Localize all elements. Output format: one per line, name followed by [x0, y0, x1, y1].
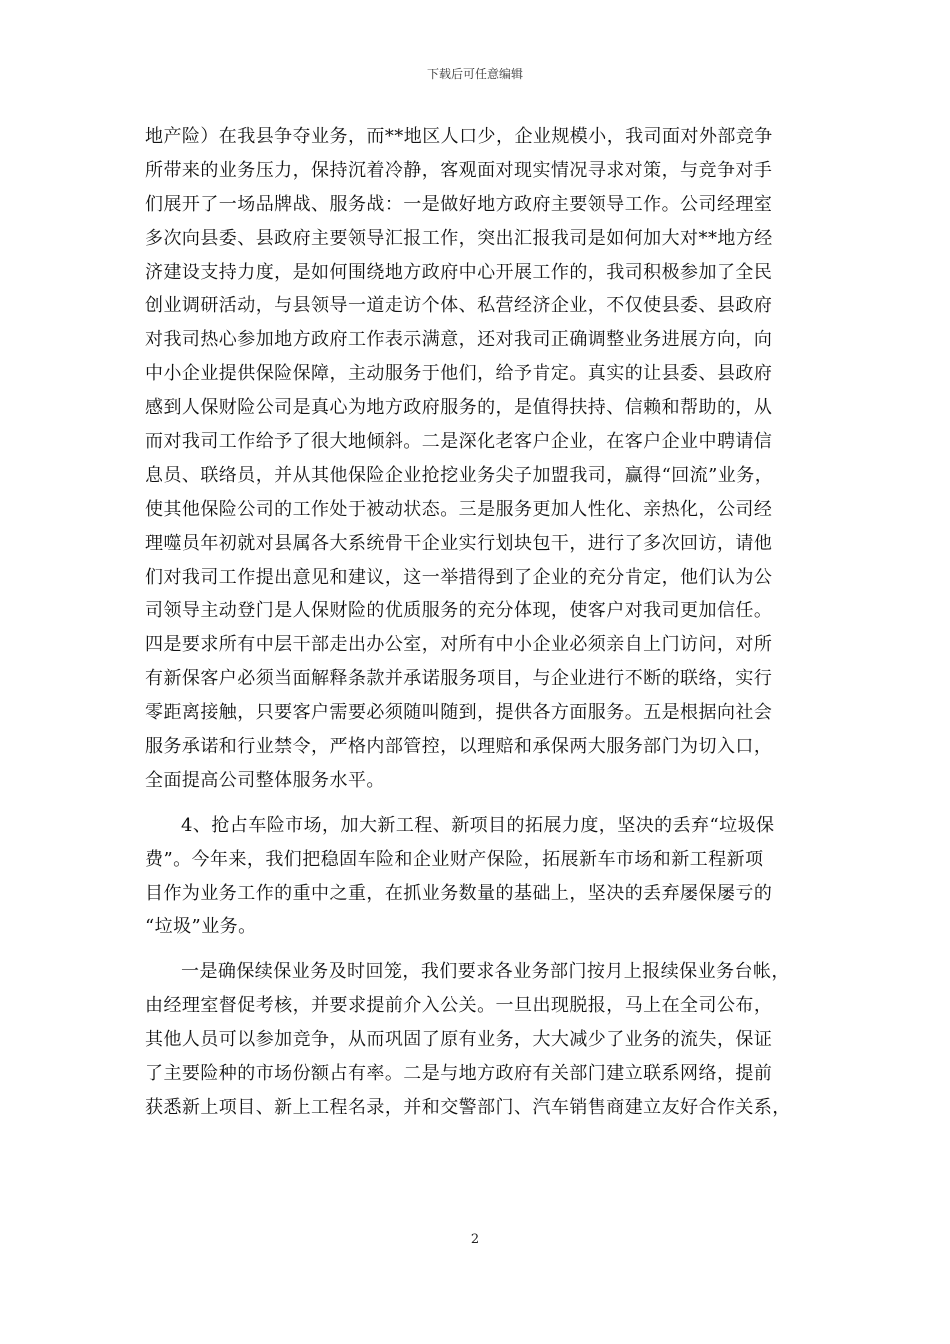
- text-line: 费”。今年来，我们把稳固车险和企业财产保险，拓展新车市场和新工程新项: [145, 848, 764, 870]
- text-line: 息员、联络员，并从其他保险企业抢挖业务尖子加盟我司，赢得“回流”业务，: [145, 464, 774, 486]
- text-line: 多次向县委、县政府主要领导汇报工作，突出汇报我司是如何加大对**地方经: [145, 227, 773, 249]
- text-line: 了主要险种的市场份额占有率。二是与地方政府有关部门建立联系网络，提前: [145, 1063, 773, 1085]
- text-line: 中小企业提供保险保障，主动服务于他们，给予肯定。真实的让县委、县政府: [145, 363, 773, 385]
- paragraph-spacer: [145, 944, 815, 955]
- text-line: 所带来的业务压力，保持沉着冷静，客观面对现实情况寻求对策，与竞争对手: [145, 159, 773, 181]
- text-line: 们展开了一场品牌战、服务战：一是做好地方政府主要领导工作。公司经理室: [145, 193, 773, 215]
- text-line: 对我司热心参加地方政府工作表示满意，还对我司正确调整业务进展方向，向: [145, 329, 773, 351]
- text-line: 们对我司工作提出意见和建议，这一举措得到了企业的充分肯定，他们认为公: [145, 566, 773, 588]
- text-line: 全面提高公司整体服务水平。: [145, 769, 385, 791]
- text-line: 由经理室督促考核，并要求提前介入公关。一旦出现脱报，马上在全司公布，: [145, 995, 773, 1017]
- text-line: 服务承诺和行业禁令，严格内部管控，以理赔和承保两大服务部门为切入口，: [145, 736, 773, 758]
- paragraph: [145, 120, 815, 798]
- text-line: 获悉新上项目、新上工程名录，并和交警部门、汽车销售商建立友好合作关系，: [145, 1096, 791, 1118]
- text-line: 感到人保财险公司是真心为地方政府服务的，是值得扶持、信赖和帮助的，从: [145, 397, 773, 419]
- text-line: 理噬员年初就对县属各大系统骨干企业实行划块包干，进行了多次回访，请他: [145, 532, 773, 554]
- text-line: 四是要求所有中层干部走出办公室，对所有中小企业必须亲自上门访问，对所: [145, 634, 773, 656]
- document-body: [145, 120, 815, 1125]
- text-line: 创业调研活动，与县领导一道走访个体、私营经济企业，不仅使县委、县政府: [145, 295, 773, 317]
- paragraph: [145, 809, 815, 945]
- text-line: “垃圾”业务。: [145, 916, 257, 938]
- text-line: 4、抢占车险市场，加大新工程、新项目的拓展力度，坚决的丢弃“垃圾保: [181, 814, 775, 836]
- text-line: 济建设支持力度，是如何围绕地方政府中心开展工作的，我司积极参加了全民: [145, 261, 773, 283]
- text-line: 而对我司工作给予了很大地倾斜。二是深化老客户企业，在客户企业中聘请信: [145, 431, 773, 453]
- text-line: 零距离接触，只要客户需要必须随叫随到，提供各方面服务。五是根据向社会: [145, 702, 773, 724]
- page-header: 下载后可任意编辑: [426, 67, 523, 81]
- page-number: 2: [470, 1232, 480, 1247]
- text-line: 其他人员可以参加竞争，从而巩固了原有业务，大大减少了业务的流失，保证: [145, 1029, 773, 1051]
- text-line: 一是确保续保业务及时回笼，我们要求各业务部门按月上报续保业务台帐，: [181, 961, 790, 983]
- text-line: 有新保客户必须当面解释条款并承诺服务项目，与企业进行不断的联络，实行: [145, 668, 773, 690]
- paragraph-spacer: [145, 798, 815, 809]
- text-line: 使其他保险公司的工作处于被动状态。三是服务更加人性化、亲热化，公司经: [145, 498, 773, 520]
- text-line: 司领导主动登门是人保财险的优质服务的充分体现，使客户对我司更加信任。: [145, 600, 773, 622]
- paragraph: [145, 955, 815, 1124]
- text-line: 地产险）在我县争夺业务，而**地区人口少，企业规模小，我司面对外部竞争: [145, 126, 773, 147]
- text-line: 目作为业务工作的重中之重，在抓业务数量的基础上，坚决的丢弃屡保屡亏的: [145, 882, 773, 904]
